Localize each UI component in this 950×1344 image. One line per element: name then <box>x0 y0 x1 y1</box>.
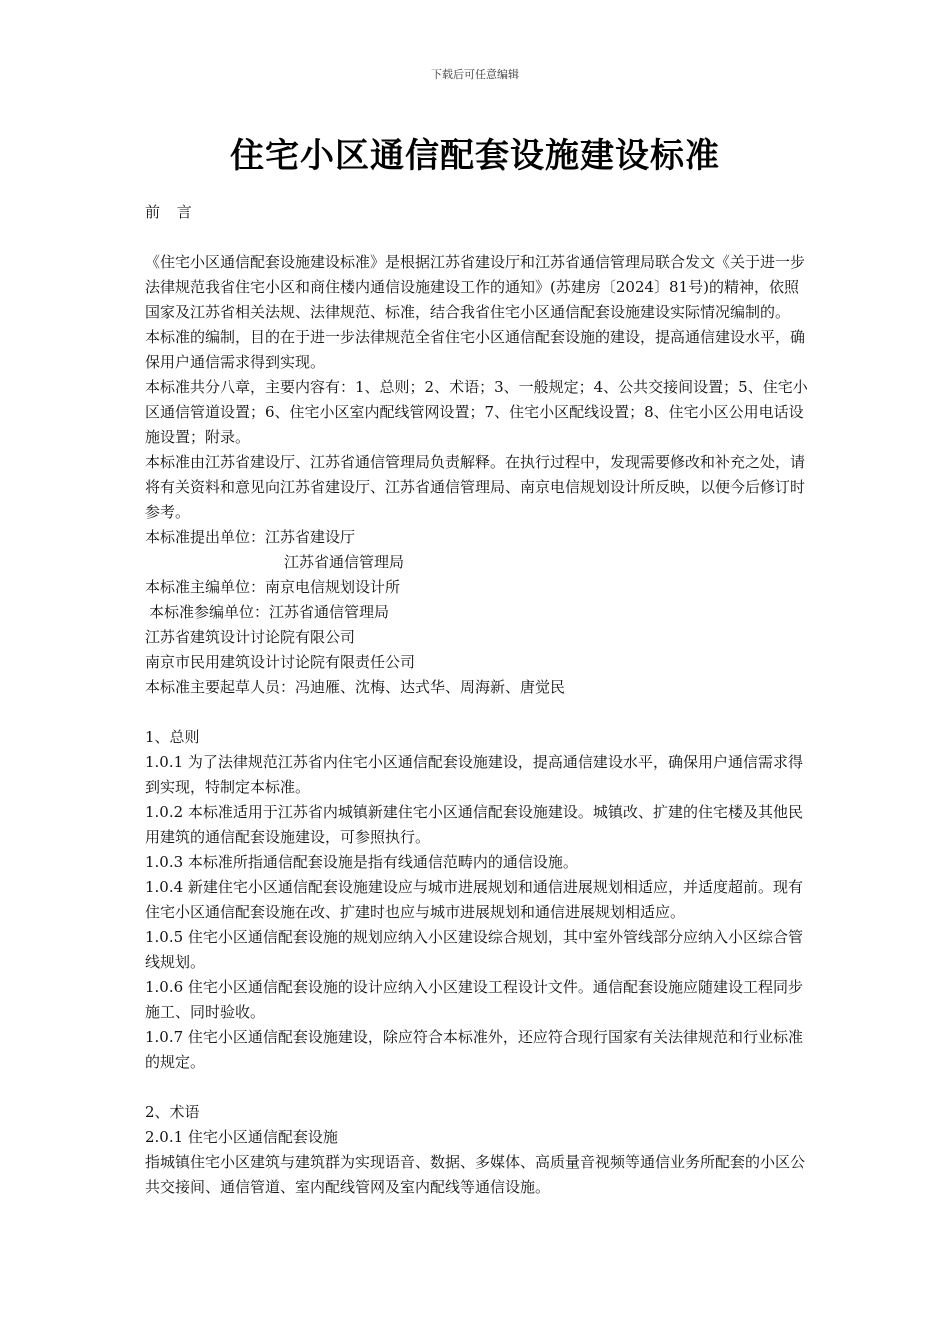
clause: 1.0.5 住宅小区通信配套设施的规划应纳入小区建设综合规划，其中室外管线部分应纳入小区综合管线规划。 <box>145 928 803 971</box>
preface-paragraph: 本标准的编制，目的在于进一步法律规范全省住宅小区通信配套设施的建设，提高通信建设水平，确保用户通信需求得到实现。 <box>145 328 806 371</box>
preface-paragraph: 本标准共分八章，主要内容有：1、总则；2、术语；3、一般规定；4、公共交接间设置；5、住宅小区通信管道设置；6、住宅小区室内配线管网设置；7、住宅小区配线设置；8、住宅小区公用电话设施设置；附录。 <box>145 378 808 446</box>
proposer-line: 本标准提出单位：江苏省建设厅 <box>145 528 356 546</box>
co-editor-line: 江苏省建筑设计讨论院有限公司 <box>145 628 356 646</box>
document-title: 住宅小区通信配套设施建设标准 <box>230 136 720 176</box>
spacer <box>145 225 810 250</box>
co-editor-line: 本标准参编单位：江苏省通信管理局 <box>149 603 390 621</box>
chapter-heading: 1、总则 <box>145 728 200 746</box>
co-editor-line: 南京市民用建筑设计讨论院有限责任公司 <box>145 653 416 671</box>
clause: 1.0.1 为了法律规范江苏省内住宅小区通信配套设施建设，提高通信建设水平，确保用户通信需求得到实现，特制定本标准。 <box>145 753 803 796</box>
term-definition: 指城镇住宅小区建筑与建筑群为实现语音、数据、多媒体、高质量音视频等通信业务所配套的小区公共交接间、通信管道、室内配线管网及室内配线等通信设施。 <box>145 1153 806 1196</box>
preface-paragraph: 本标准由江苏省建设厅、江苏省通信管理局负责解释。在执行过程中，发现需要修改和补充之处，请将有关资料和意见向江苏省建设厅、江苏省通信管理局、南京电信规划设计所反映，以便今后修订时参考。 <box>145 453 806 521</box>
clause: 1.0.6 住宅小区通信配套设施的设计应纳入小区建设工程设计文件。通信配套设施应随建设工程同步施工、同时验收。 <box>145 978 803 1021</box>
chief-editor-line: 本标准主编单位：南京电信规划设计所 <box>145 578 401 596</box>
spacer <box>145 700 810 725</box>
chapter-heading: 2、术语 <box>145 1103 200 1121</box>
spacer <box>145 1075 810 1100</box>
drafters-line: 本标准主要起草人员：冯迪雁、沈梅、达式华、周海新、唐觉民 <box>145 678 566 696</box>
preface-paragraph: 《住宅小区通信配套设施建设标准》是根据江苏省建设厅和江苏省通信管理局联合发文《关于进一步法律规范我省住宅小区和商住楼内通信设施建设工作的通知》(苏建房〔2024〕81号)的精神，依照国家及江苏省相关法规、法律规范、标准，结合我省住宅小区通信配套设施建设实际情况编制的。 <box>145 253 806 321</box>
document-body <box>145 200 810 1200</box>
clause: 1.0.4 新建住宅小区通信配套设施建设应与城市进展规划和通信进展规划相适应，并适度超前。现有住宅小区通信配套设施在改、扩建时也应与城市进展规划和通信进展规划相适应。 <box>145 878 803 921</box>
term-title: 2.0.1 住宅小区通信配套设施 <box>145 1128 338 1146</box>
preface-heading: 前 言 <box>145 203 198 221</box>
clause: 1.0.2 本标准适用于江苏省内城镇新建住宅小区通信配套设施建设。城镇改、扩建的住宅楼及其他民用建筑的通信配套设施建设，可参照执行。 <box>145 803 803 846</box>
clause: 1.0.3 本标准所指通信配套设施是指有线通信范畴内的通信设施。 <box>145 853 578 871</box>
clause: 1.0.7 住宅小区通信配套设施建设，除应符合本标准外，还应符合现行国家有关法律规范和行业标准的规定。 <box>145 1028 803 1071</box>
header-note: 下载后可任意编辑 <box>431 68 519 81</box>
proposer-line: 江苏省通信管理局 <box>284 553 405 571</box>
